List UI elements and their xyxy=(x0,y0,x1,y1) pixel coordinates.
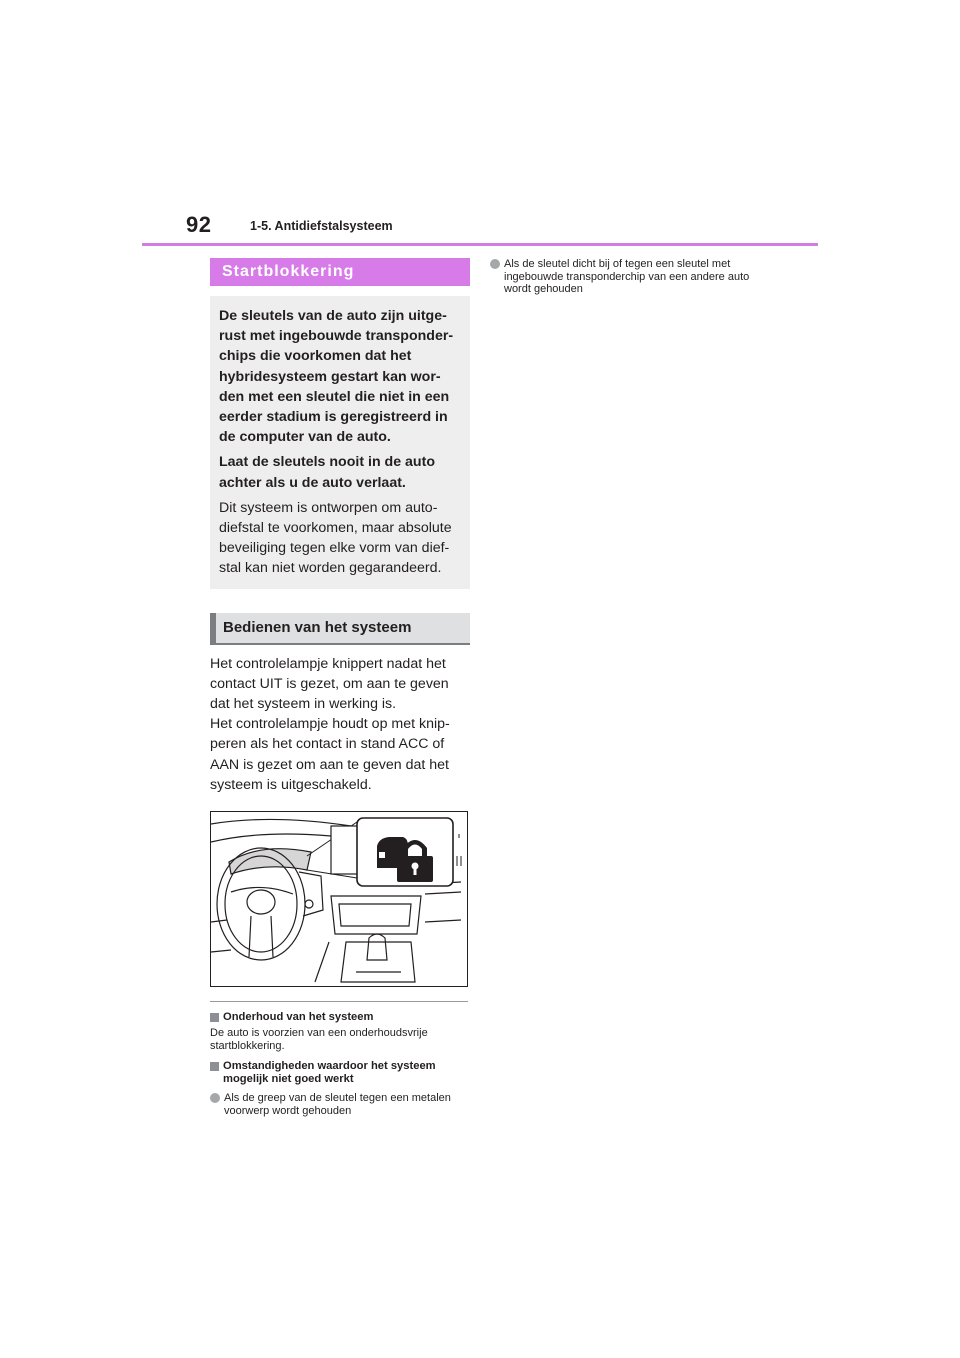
intro-paragraph-3: Dit systeem is ontworpen om auto-diefstal te voorkomen, maar absolute beveiliging tegen elke vorm van dief-stal kan niet worden gegarandeerd. xyxy=(219,499,452,577)
section-title: 1-5. Antidiefstalsysteem xyxy=(250,219,393,233)
page-number: 92 xyxy=(186,212,212,237)
subheading-onderhoud: Onderhoud van het systeem xyxy=(210,1011,470,1024)
header-rule xyxy=(142,243,818,246)
intro-box xyxy=(210,296,470,589)
bedienen-line-1: Het controlelampje knippert nadat het contact UIT is gezet, om aan te geven dat het systeem in werking is. xyxy=(210,655,449,713)
intro-paragraph-1: De sleutels van de auto zijn uitge-rust met ingebouwde transponder-chips die voorkomen dat het hybridesysteem gestart kan wor-den met een sleutel die niet in een eerder stadium is geregistreerd in de computer van de auto. xyxy=(219,308,454,446)
bedienen-line-2: Het controlelampje houdt op met knip-peren als het contact in stand ACC of AAN is gezet om aan te geven dat het systeem is uitgeschakeld. xyxy=(210,716,450,793)
left-column xyxy=(210,258,470,1117)
bedienen-text xyxy=(210,654,470,795)
circle-bullet-icon xyxy=(210,1093,220,1103)
list-item: Als de greep van de sleutel tegen een metalen voorwerp wordt gehouden xyxy=(210,1092,470,1117)
square-bullet-icon xyxy=(210,1062,219,1071)
dashboard-illustration xyxy=(210,811,468,987)
intro-paragraph-2: Laat de sleutels nooit in de auto achter als u de auto verlaat. xyxy=(219,454,435,491)
subheading-omstandigheden: Omstandigheden waardoor het systeem mogelijk niet goed werkt xyxy=(210,1060,470,1086)
right-column xyxy=(490,258,752,296)
circle-bullet-icon xyxy=(490,259,500,269)
heading-startblokkering: Startblokkering xyxy=(210,258,470,286)
list-item: Als de sleutel dicht bij of tegen een sleutel met ingebouwde transponderchip van een andere auto wordt gehouden xyxy=(490,258,752,296)
square-bullet-icon xyxy=(210,1013,219,1022)
figure-divider xyxy=(210,1001,468,1002)
heading-bedienen: Bedienen van het systeem xyxy=(210,613,470,645)
onderhoud-text: De auto is voorzien van een onderhoudsvrije startblokkering. xyxy=(210,1027,428,1052)
